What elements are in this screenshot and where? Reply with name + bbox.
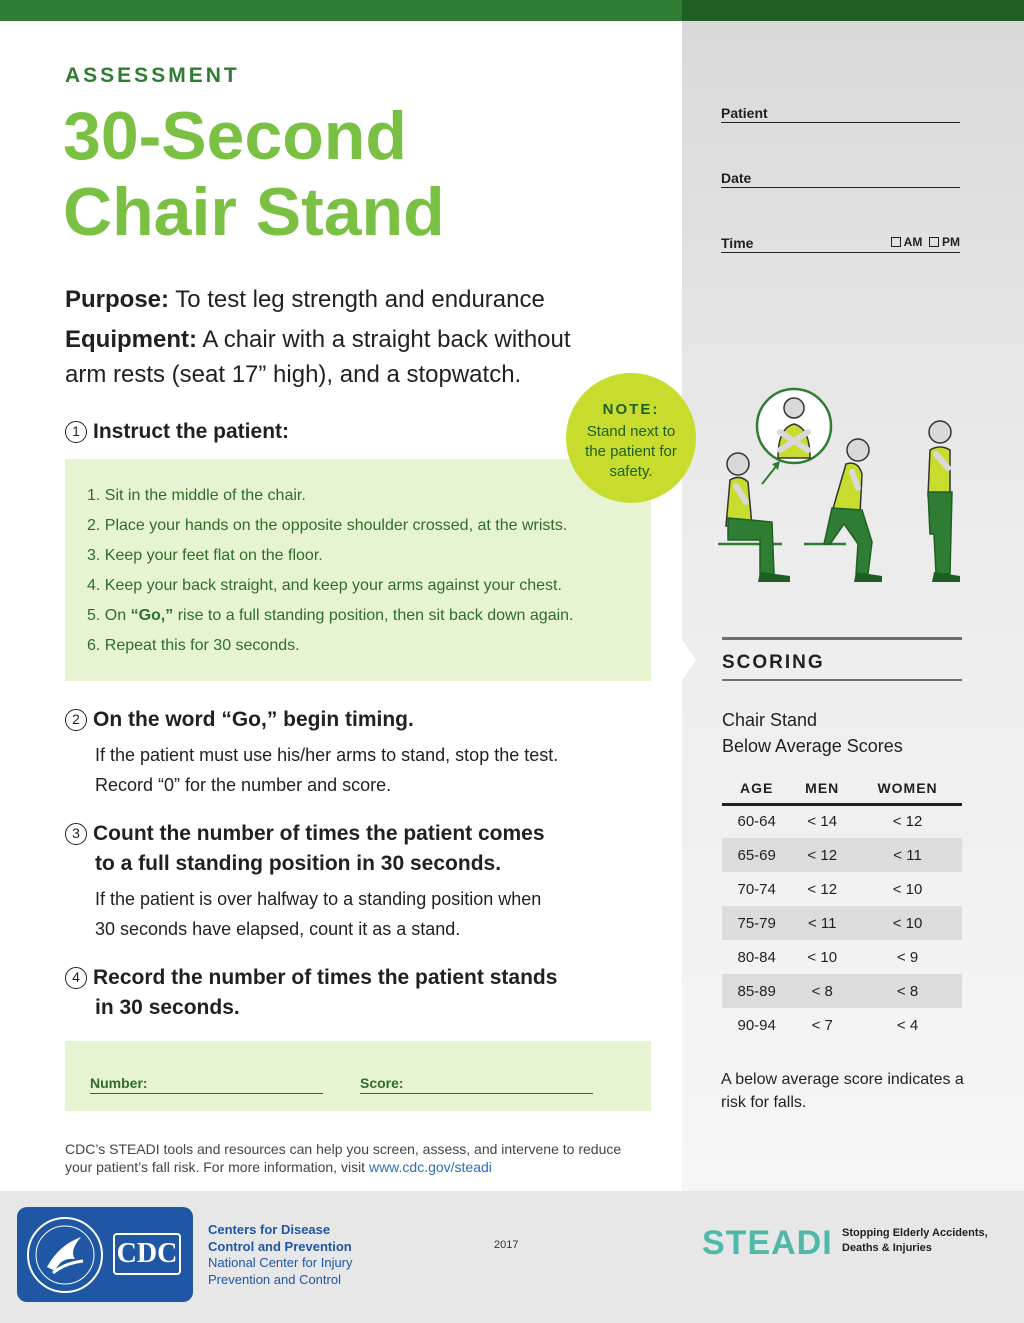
steadi-link[interactable]: www.cdc.gov/steadi — [368, 1159, 492, 1175]
step-3-body-line-2: 30 seconds have elapsed, count it as a stand. — [95, 919, 461, 939]
purpose-label: Purpose: — [65, 286, 170, 313]
scoring-heading-text: SCORING — [722, 652, 825, 673]
cdc-logo — [17, 1207, 193, 1302]
record-box — [65, 1041, 651, 1111]
figure1-head — [727, 453, 749, 475]
figure3-head — [929, 421, 951, 443]
step-1-number: 1 — [65, 421, 87, 443]
equipment-line — [65, 322, 571, 392]
step-2-number: 2 — [65, 709, 87, 731]
cell-women: < 10 — [892, 880, 923, 898]
title-line-1: 30-Second — [63, 98, 407, 174]
steadi-tagline — [842, 1226, 988, 1256]
step-1-title — [65, 417, 289, 447]
cell-men: < 14 — [807, 813, 838, 831]
sidebar-notch — [682, 640, 696, 680]
figure2-head — [847, 439, 869, 461]
instruction-5-post: rise to a full standing position, then sit back down again. — [173, 607, 574, 624]
step-2-body-line-1: If the patient must use his/her arms to stand, stop the test. — [95, 745, 559, 765]
step-3-text-1: Count the number of times the patient comes — [93, 822, 545, 845]
figure2-legs — [824, 508, 872, 574]
org-line-3: National Center for Injury — [208, 1255, 353, 1270]
step-3-text-2: to a full standing position in 30 seconds. — [95, 852, 502, 875]
equipment-text-1: A chair with a straight back without — [202, 326, 571, 353]
cell-women: < 8 — [853, 974, 962, 1008]
instruction-5-pre: 5. On — [87, 607, 131, 624]
date-label: Date — [721, 170, 752, 186]
equipment-label: Equipment: — [65, 326, 197, 353]
table-title-line-2: Below Average Scores — [722, 736, 903, 756]
patient-field[interactable] — [721, 105, 960, 123]
step-4-text-2: in 30 seconds. — [95, 996, 240, 1019]
step-3-title — [65, 819, 545, 879]
step-3-body — [95, 884, 541, 944]
instruction-item: 4. Keep your back straight, and keep your arms against your chest. — [87, 577, 562, 594]
chair-stand-illustration — [712, 384, 982, 594]
cell-men: < 12 — [791, 838, 853, 872]
instructions-list — [87, 481, 574, 661]
instruction-item: 2. Place your hands on the opposite shoulder crossed, at the wrists. — [87, 517, 568, 534]
cell-men: < 7 — [811, 1016, 833, 1034]
time-label: Time — [721, 235, 754, 251]
instruction-5-go: “Go,” — [130, 607, 174, 624]
note-text: Stand next to the patient for safety. — [585, 423, 677, 480]
col-men: MEN — [791, 774, 853, 804]
time-field[interactable] — [721, 235, 960, 253]
patient-label: Patient — [721, 105, 768, 121]
table-row — [722, 1008, 962, 1042]
instruction-item — [87, 601, 574, 631]
step-4-text-1: Record the number of times the patient stands — [93, 966, 558, 989]
steadi-tag-line-1: Stopping Elderly Accidents, — [842, 1227, 988, 1239]
step-3-body-line-1: If the patient is over halfway to a standing position when — [95, 889, 542, 909]
col-women: WOMEN — [853, 774, 962, 804]
col-age: AGE — [722, 774, 791, 804]
note-title: NOTE: — [602, 401, 660, 418]
org-line-2: Control and Prevention — [208, 1238, 352, 1254]
steadi-logo — [702, 1221, 838, 1261]
table-row — [722, 872, 962, 906]
cell-age: 75-79 — [722, 906, 791, 940]
hhs-seal-icon — [25, 1215, 105, 1295]
cell-women: < 9 — [896, 948, 919, 966]
equipment-text-2: arm rests (seat 17” high), and a stopwatch. — [65, 361, 522, 388]
step-1-text: Instruct the patient: — [93, 420, 290, 443]
year-label: 2017 — [494, 1239, 519, 1251]
cell-men: < 11 — [791, 906, 853, 940]
figure1-legs — [728, 518, 774, 574]
cdc-org-text — [208, 1222, 353, 1288]
number-field[interactable] — [90, 1093, 323, 1094]
eyebrow-label: ASSESSMENT — [65, 64, 240, 87]
title-line-2: Chair Stand — [63, 174, 445, 250]
instruction-item: 1. Sit in the middle of the chair. — [87, 487, 306, 504]
number-label: Number: — [90, 1075, 148, 1091]
scoring-heading — [722, 637, 962, 681]
cell-men: < 8 — [791, 974, 853, 1008]
cell-age: 85-89 — [722, 974, 791, 1008]
org-line-4: Prevention and Control — [208, 1271, 341, 1287]
cdc-logo-box: CDC — [113, 1233, 181, 1275]
steadi-tag-line-2: Deaths & Injuries — [842, 1242, 932, 1254]
cell-women: < 12 — [892, 813, 923, 831]
table-row — [722, 906, 962, 940]
top-bar-accent — [682, 0, 1024, 21]
am-label: AM — [903, 235, 923, 249]
cell-men: < 10 — [807, 948, 838, 966]
steadi-logo-text: STEADI — [702, 1224, 833, 1261]
table-title-line-1: Chair Stand — [722, 710, 818, 730]
footer-note-line-1: CDC’s STEADI tools and resources can help you screen, assess, and intervene to reduce — [65, 1141, 622, 1157]
scores-table — [722, 774, 962, 1042]
pm-label: PM — [942, 235, 960, 249]
score-field[interactable] — [360, 1093, 593, 1094]
instructions-box — [65, 459, 651, 681]
table-title — [722, 707, 903, 759]
table-row — [722, 940, 962, 974]
purpose-text: To test leg strength and endurance — [175, 286, 545, 313]
cell-men: < 12 — [807, 880, 838, 898]
figure3-legs — [928, 492, 952, 574]
am-checkbox[interactable] — [891, 237, 901, 247]
page-title — [63, 98, 445, 250]
am-pm-options — [891, 235, 960, 249]
purpose-line — [65, 282, 545, 317]
pm-checkbox[interactable] — [929, 237, 939, 247]
step-3-number: 3 — [65, 823, 87, 845]
step-4-title — [65, 963, 557, 1023]
step-2-body-line-2: Record “0” for the number and score. — [95, 775, 392, 795]
inset-head — [784, 398, 804, 418]
step-2-title — [65, 705, 414, 735]
table-header-row — [722, 774, 962, 804]
cell-age: 65-69 — [722, 838, 791, 872]
cell-age: 90-94 — [737, 1016, 776, 1034]
cell-women: < 10 — [853, 906, 962, 940]
table-row — [722, 974, 962, 1008]
table-row — [722, 804, 962, 838]
table-row — [722, 838, 962, 872]
instruction-item: 6. Repeat this for 30 seconds. — [87, 637, 300, 654]
cell-age: 80-84 — [737, 948, 776, 966]
instruction-item: 3. Keep your feet flat on the floor. — [87, 547, 323, 564]
cell-age: 60-64 — [737, 813, 776, 831]
footer-note — [65, 1140, 665, 1176]
cell-age: 70-74 — [737, 880, 776, 898]
score-label: Score: — [360, 1075, 404, 1091]
step-2-text: On the word “Go,” begin timing. — [93, 708, 414, 731]
footer-note-line-2: your patient’s fall risk. For more information, visit — [65, 1159, 369, 1175]
org-line-1: Centers for Disease — [208, 1222, 331, 1237]
risk-note: A below average score indicates a risk for falls. — [721, 1071, 964, 1111]
cell-women: < 4 — [896, 1016, 919, 1034]
safety-note-badge — [566, 373, 696, 503]
cell-women: < 11 — [853, 838, 962, 872]
step-4-number: 4 — [65, 967, 87, 989]
date-field[interactable] — [721, 170, 960, 188]
step-2-body — [95, 740, 558, 800]
